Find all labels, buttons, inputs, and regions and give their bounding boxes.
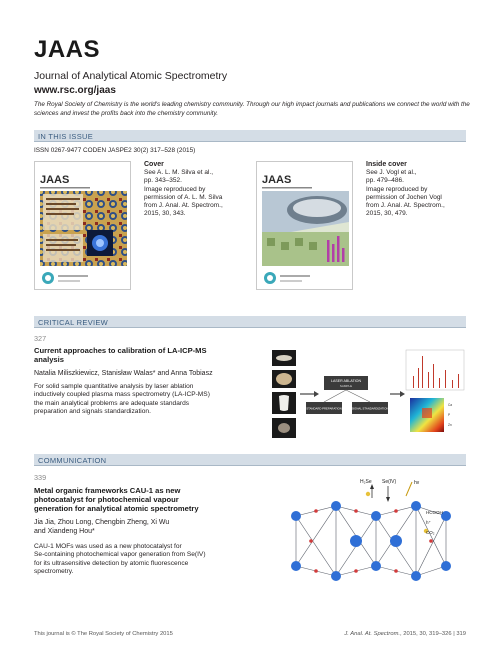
- review-graphic-art: [270, 346, 466, 442]
- graphic-legend-b: P: [448, 413, 451, 417]
- section-label: CRITICAL REVIEW: [38, 317, 109, 327]
- critical-review-header: [34, 316, 466, 328]
- label-co2: CO₂: [426, 530, 435, 535]
- graphic-box-sub: SAMPLE: [339, 384, 353, 388]
- in-this-issue-header: [34, 130, 466, 142]
- front-cover-art: [35, 162, 131, 290]
- cover-credit-line: permission of A. L. M. Silva: [144, 193, 223, 201]
- cover-credit-line: 2015, 30, 479.: [366, 210, 408, 218]
- abstract-line: preparation and signals standardization.: [34, 407, 151, 415]
- graphic-box-right: SIGNAL STANDARDIZATION: [351, 406, 389, 411]
- inside-cover-brand: JAAS: [262, 174, 292, 186]
- review-graphical-abstract[interactable]: [270, 346, 466, 442]
- section-label: IN THIS ISSUE: [38, 131, 94, 141]
- label-hcooh: HCOOH: [426, 510, 443, 515]
- inside-cover-caption: [366, 161, 456, 218]
- review-article-title[interactable]: [34, 346, 254, 364]
- cover-credit-line: Image reproduced by: [366, 185, 428, 193]
- cover-ref-line: See A. L. M. Silva et al.,: [144, 169, 214, 177]
- graphic-legend-a: Ca: [448, 403, 453, 407]
- review-abstract: [34, 383, 254, 416]
- cover-credit-line: permission of Jochen Vogl: [366, 193, 442, 201]
- article-page-number: 339: [34, 473, 47, 482]
- title-line: Metal organic frameworks CAU-1 as new: [34, 486, 181, 495]
- article-page-number: 327: [34, 334, 47, 343]
- mof-structure-art: [276, 476, 466, 604]
- communication-header: [34, 454, 466, 466]
- graphic-box-left: STANDARD PREPARATION: [306, 406, 342, 411]
- cover-credit-line: 2015, 30, 343.: [144, 210, 186, 218]
- journal-url-link[interactable]: www.rsc.org/jaas: [34, 85, 116, 96]
- abstract-line: for its ultrasensitive detection by atomic fluorescence: [34, 559, 189, 567]
- front-cover-brand: JAAS: [40, 174, 70, 186]
- abstract-line: inductively coupled plasma mass spectrometry (LA-ICP-MS): [34, 391, 210, 399]
- cover-pages: pp. 343–352.: [144, 177, 182, 185]
- abstract-line: the main analytical problems are adequate standards: [34, 399, 190, 407]
- issn-line: ISSN 0267-9477 CODEN JASPE2 30(2) 317–528 (2015): [34, 147, 196, 154]
- label-se4: Se(IV): [382, 479, 397, 485]
- footer-page-info: , 2015, 30, 319–326 | 319: [400, 631, 466, 637]
- cover-title: Inside cover: [366, 161, 407, 168]
- cover-title: Cover: [144, 161, 164, 168]
- graphic-box-main: LASER ABLATION: [330, 379, 362, 383]
- title-line: photocatalyst for photochemical vapour: [34, 495, 179, 505]
- review-authors: Natalia Miliszkiewicz, Stanisław Walas* and Anna Tobiasz: [34, 370, 213, 377]
- label-h-plus: h⁺: [426, 520, 431, 525]
- section-label: COMMUNICATION: [38, 455, 107, 465]
- authors-line: Jia Jia, Zhou Long, Chengbin Zheng, Xi Wu: [34, 519, 170, 526]
- communication-graphical-abstract[interactable]: [276, 476, 466, 604]
- journal-brand: JAAS: [34, 36, 101, 63]
- title-line: Current approaches to calibration of LA-ICP-MS: [34, 346, 207, 355]
- footer-journal-abbrev: J. Anal. At. Spectrom.: [344, 631, 401, 637]
- abstract-line: Se-containing photochemical vapor generation from Se(IV): [34, 551, 206, 559]
- abstract-line: For solid sample quantitative analysis by laser ablation: [34, 383, 194, 390]
- inside-cover-thumbnail[interactable]: [256, 161, 353, 290]
- label-h2se: H₂Se: [360, 479, 372, 485]
- graphic-legend-c: Zn: [448, 423, 452, 427]
- footer-copyright: This journal is © The Royal Society of Chemistry 2015: [34, 631, 173, 637]
- cover-credit-line: from J. Anal. At. Spectrom.,: [366, 202, 445, 210]
- abstract-line: spectrometry.: [34, 567, 74, 575]
- title-line: analysis: [34, 355, 64, 365]
- communication-authors: [34, 518, 254, 536]
- communication-article-title[interactable]: [34, 486, 254, 514]
- cover-ref-line: See J. Vogl et al.,: [366, 169, 417, 177]
- cover-credit-line: from J. Anal. At. Spectrom.,: [144, 202, 223, 210]
- title-line: generation for analytical atomic spectrometry: [34, 504, 199, 514]
- abstract-line: CAU-1 MOFs was used as a new photocatalyst for: [34, 543, 182, 550]
- cover-credit-line: Image reproduced by: [144, 185, 206, 193]
- communication-abstract: [34, 543, 254, 576]
- rsc-tagline: The Royal Society of Chemistry is the world's leading chemistry community. Through our high impact journals and publications we connect the world with the sciences and invest the profits back into the chemistry community.: [34, 101, 470, 117]
- authors-line: and Xiandeng Hou*: [34, 528, 95, 535]
- inside-cover-art: [257, 162, 353, 290]
- footer-citation: [344, 631, 466, 637]
- journal-full-name: Journal of Analytical Atomic Spectrometry: [34, 70, 228, 82]
- front-cover-thumbnail[interactable]: [34, 161, 131, 290]
- label-hv: hν: [414, 480, 420, 486]
- cover-pages: pp. 479–486.: [366, 177, 404, 185]
- front-cover-caption: [144, 161, 234, 218]
